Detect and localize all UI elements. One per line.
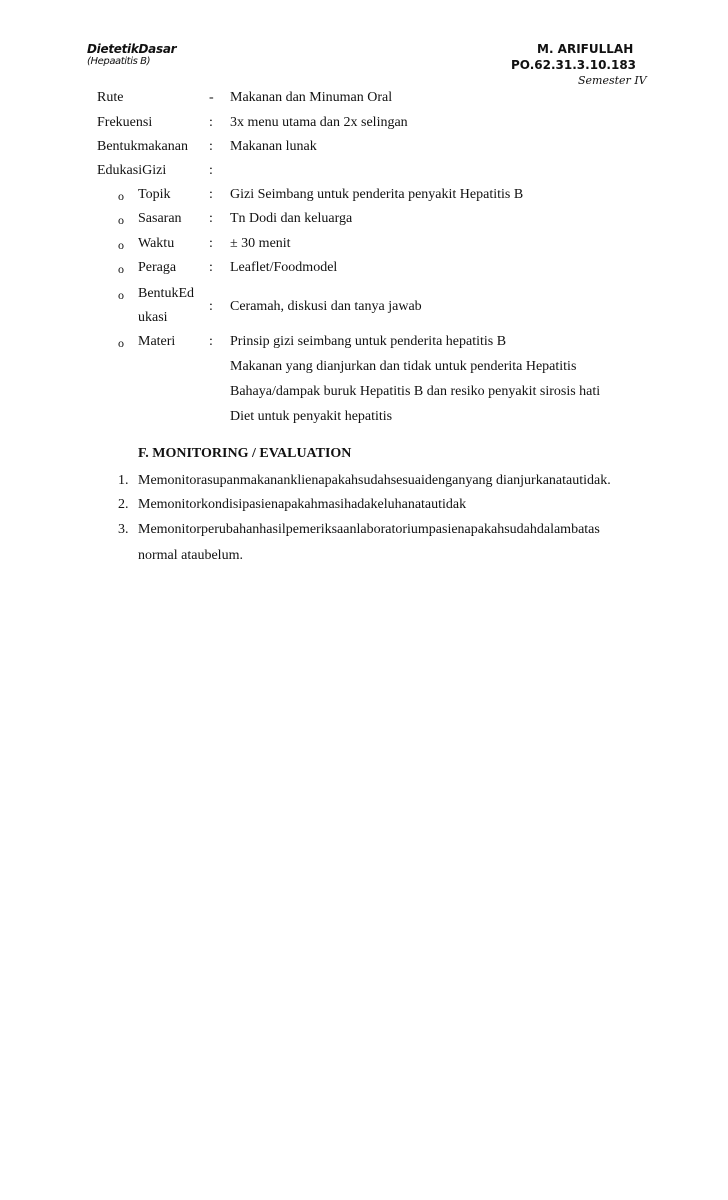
item-separator: :: [209, 236, 213, 251]
item-separator: :: [209, 260, 213, 275]
list-number: 2.: [118, 497, 129, 512]
row-value: 3x menu utama dan 2x selingan: [230, 115, 408, 130]
header-course: DietetikDasar: [87, 42, 177, 56]
item-value: Ceramah, diskusi dan tanya jawab: [230, 299, 422, 314]
row-label: Frekuensi: [97, 115, 153, 130]
row-label: Bentukmakanan: [97, 139, 188, 154]
bullet-icon: o: [118, 213, 124, 227]
row-separator: :: [209, 139, 213, 154]
item-value: Leaflet/Foodmodel: [230, 260, 338, 275]
item-label: Waktu: [138, 236, 175, 251]
item-separator: :: [209, 334, 213, 349]
item-label-line1: BentukEd: [138, 286, 194, 301]
row-value: Makanan dan Minuman Oral: [230, 90, 393, 105]
item-label: Topik: [138, 187, 171, 202]
row-label: EdukasiGizi: [97, 163, 167, 178]
item-label: Materi: [138, 334, 176, 349]
list-number: 3.: [118, 522, 129, 537]
item-label: Sasaran: [138, 211, 182, 226]
item-label-line2: ukasi: [138, 310, 168, 325]
header-author: M. ARIFULLAH: [537, 42, 634, 56]
item-value: Gizi Seimbang untuk penderita penyakit Hepatitis B: [230, 187, 524, 202]
item-label: Peraga: [138, 260, 177, 275]
materi-line: Makanan yang dianjurkan dan tidak untuk penderita Hepatitis: [230, 359, 577, 374]
item-separator: :: [209, 299, 213, 314]
bullet-icon: o: [118, 288, 124, 302]
section-heading-monitoring: F. MONITORING / EVALUATION: [138, 446, 352, 461]
bullet-icon: o: [118, 336, 124, 350]
row-label: Rute: [97, 90, 124, 105]
header-semester: Semester IV: [578, 74, 647, 87]
list-text: Memonitorkondisipasienapakahmasihadakeluhanatautidak: [138, 497, 467, 512]
materi-line: Bahaya/dampak buruk Hepatitis B dan resiko penyakit sirosis hati: [230, 384, 601, 399]
item-value: Tn Dodi dan keluarga: [230, 211, 353, 226]
list-number: 1.: [118, 473, 129, 488]
materi-line: Prinsip gizi seimbang untuk penderita hepatitis B: [230, 334, 507, 349]
list-text: Memonitorperubahanhasilpemeriksaanlaboratoriumpasienapakahsudahdalambatas: [138, 522, 600, 537]
row-separator: :: [209, 115, 213, 130]
row-separator: -: [209, 90, 214, 105]
list-text-continued: normal ataubelum.: [138, 548, 243, 563]
bullet-icon: o: [118, 189, 124, 203]
bullet-icon: o: [118, 262, 124, 276]
header-student-id: PO.62.31.3.10.183: [511, 58, 637, 72]
bullet-icon: o: [118, 238, 124, 252]
item-separator: :: [209, 187, 213, 202]
materi-line: Diet untuk penyakit hepatitis: [230, 409, 393, 424]
list-text: Memonitorasupanmakananklienapakahsudahsesuaidenganyang dianjurkanatautidak.: [138, 473, 611, 488]
row-separator: :: [209, 163, 213, 178]
item-value: ± 30 menit: [230, 236, 291, 251]
header-topic: (Hepaatitis B): [87, 56, 151, 67]
item-separator: :: [209, 211, 213, 226]
row-value: Makanan lunak: [230, 139, 317, 154]
